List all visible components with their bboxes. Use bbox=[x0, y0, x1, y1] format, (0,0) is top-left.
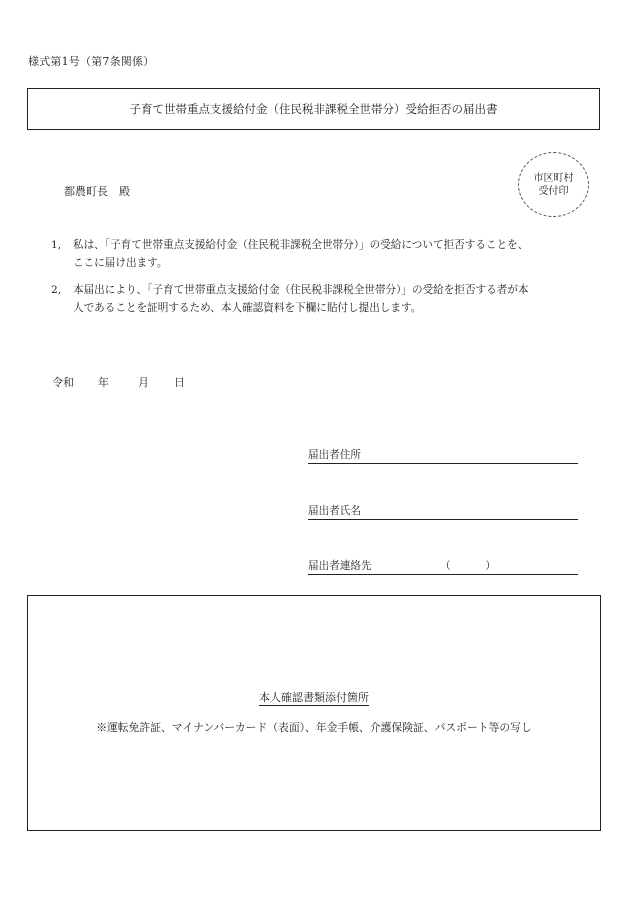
item-text-line1: 本届出により、「子育て世帯重点支援給付金（住民税非課税全世帯分）」の受給を拒否する者が本 bbox=[73, 284, 529, 296]
statement-item-1 bbox=[51, 236, 596, 272]
applicant-contact-field[interactable] bbox=[308, 560, 578, 575]
id-section-note: ※運転免許証、マイナンバーカード（表面）、年金手帳、介護保険証、パスポート等の写し bbox=[96, 721, 532, 734]
item-text-line1: 私は、「子育て世帯重点支援給付金（住民税非課税全世帯分）」の受給について拒否することを、 bbox=[73, 239, 529, 251]
date-month-label: 月 bbox=[138, 376, 149, 389]
date-line bbox=[52, 374, 185, 390]
stamp-label-line2: 受付印 bbox=[538, 185, 569, 197]
id-section-title: 本人確認書類添付箇所 bbox=[259, 691, 369, 704]
addressee: 都農町長 殿 bbox=[64, 185, 130, 198]
item-number: 1, bbox=[51, 239, 62, 251]
item-number: 2, bbox=[51, 284, 62, 296]
applicant-name-label: 届出者氏名 bbox=[308, 505, 361, 517]
date-era: 令和 bbox=[52, 376, 74, 389]
applicant-name-field[interactable] bbox=[308, 505, 578, 520]
item-text-line2: 人であることを証明するため、本人確認資料を下欄に貼付し提出します。 bbox=[73, 302, 422, 314]
form-number: 様式第1号（第7条関係） bbox=[28, 55, 155, 68]
id-document-attachment-box bbox=[27, 595, 601, 831]
applicant-address-field[interactable] bbox=[308, 449, 578, 464]
reception-stamp-area bbox=[518, 152, 589, 217]
date-day-label: 日 bbox=[174, 376, 185, 389]
document-title: 子育て世帯重点支援給付金（住民税非課税全世帯分）受給拒否の届出書 bbox=[129, 102, 498, 116]
item-text-line2: ここに届け出ます。 bbox=[73, 257, 168, 269]
applicant-address-label: 届出者住所 bbox=[308, 449, 361, 461]
date-year-label: 年 bbox=[98, 376, 109, 389]
statement-item-2 bbox=[51, 281, 596, 317]
area-code-parentheses bbox=[440, 560, 496, 573]
stamp-label-line1: 市区町村 bbox=[533, 172, 574, 184]
paren-open: （ bbox=[440, 560, 451, 572]
applicant-contact-label: 届出者連絡先 bbox=[308, 560, 372, 572]
document-title-box bbox=[27, 88, 600, 130]
paren-close: ） bbox=[485, 560, 496, 572]
